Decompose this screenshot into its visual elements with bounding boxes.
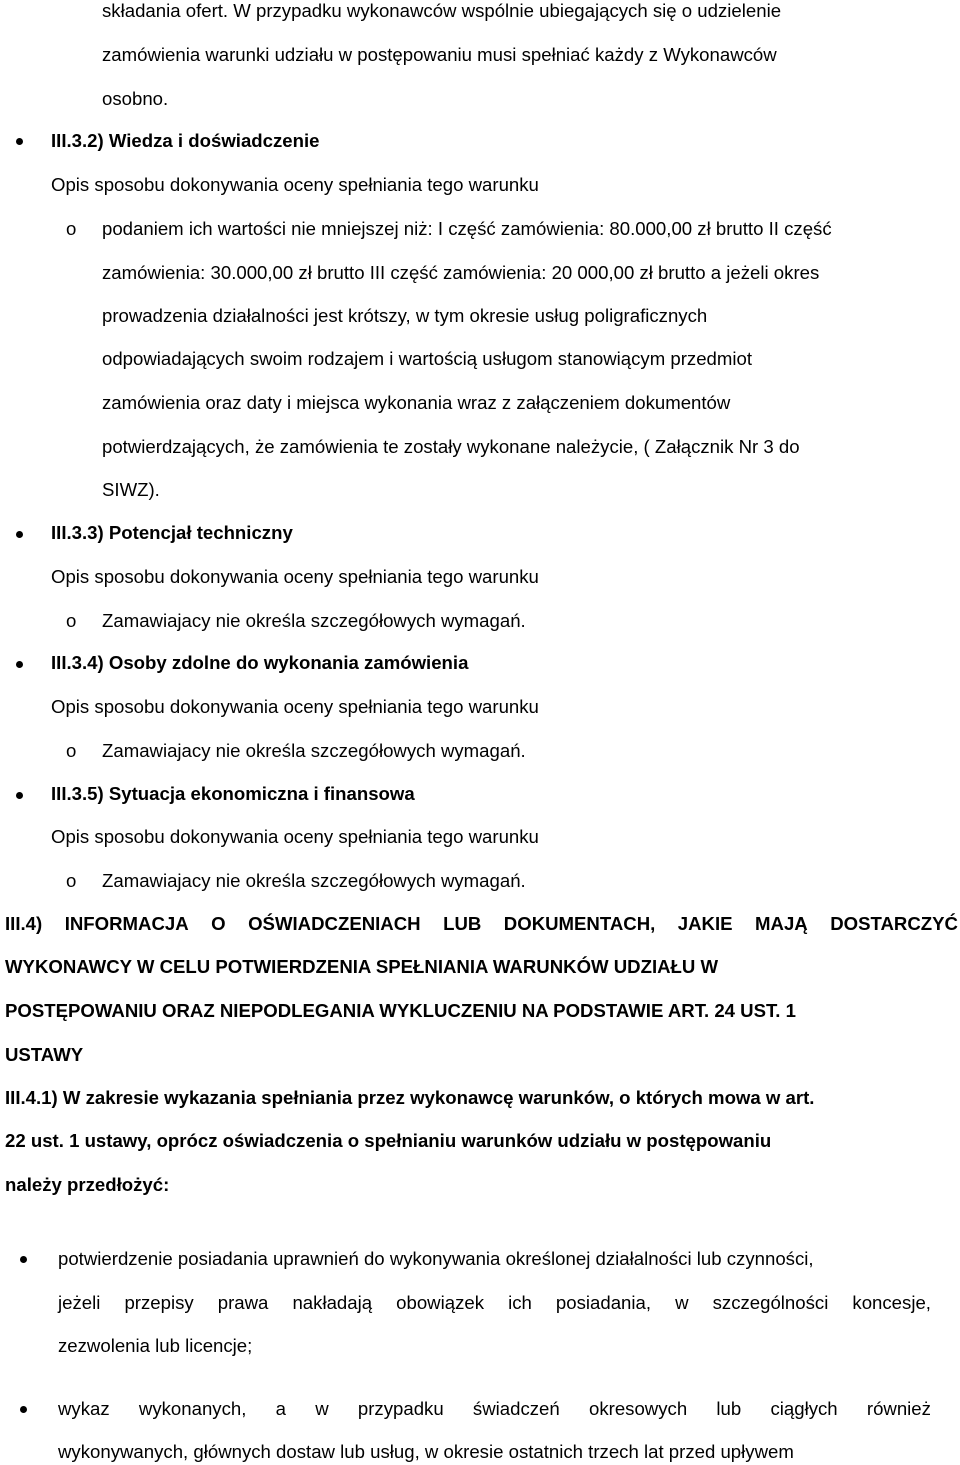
word: OŚWIADCZENIACH [248, 913, 421, 934]
item-line: zamówienia: 30.000,00 zł brutto III część zamówienia: 20 000,00 zł brutto a jeżeli okres [102, 262, 820, 283]
section-subheading: Opis sposobu dokonywania oceny spełniania tego warunku [51, 826, 539, 847]
item-line: Zamawiajacy nie określa szczegółowych wymagań. [102, 870, 526, 891]
word: INFORMACJA [64, 913, 189, 934]
requirement-line: zezwolenia lub licencje; [58, 1335, 253, 1356]
word: O [211, 913, 226, 934]
word: nakładają [292, 1292, 373, 1313]
section-heading: III.3.4) Osoby zdolne do wykonania zamówienia [51, 652, 469, 673]
word: wykonanych, [138, 1398, 247, 1419]
requirement-line: wykonywanych, głównych dostaw lub usług, w okresie ostatnich trzech lat przed upływem [58, 1441, 794, 1462]
section-heading: III.3.3) Potencjał techniczny [51, 522, 293, 543]
heading-341-line: 22 ust. 1 ustawy, oprócz oświadczenia o spełnianiu warunków udziału w postępowaniu [5, 1130, 772, 1151]
word: przypadku [357, 1398, 444, 1419]
heading-34-line [5, 913, 958, 935]
heading-341-line: III.4.1) W zakresie wykazania spełniania przez wykonawcę warunków, o których mowa w art. [5, 1087, 815, 1108]
word: w [315, 1398, 329, 1419]
heading-341-line: należy przedłożyć: [5, 1174, 170, 1195]
requirement-line [58, 1292, 931, 1314]
word: świadczeń [472, 1398, 560, 1419]
word: wykaz [58, 1398, 110, 1419]
word: DOKUMENTACH, [503, 913, 656, 934]
word: w [675, 1292, 689, 1313]
word: prawa [217, 1292, 269, 1313]
word: przepisy [124, 1292, 194, 1313]
section-heading: III.3.5) Sytuacja ekonomiczna i finansowa [51, 783, 415, 804]
intro-line: składania ofert. W przypadku wykonawców wspólnie ubiegających się o udzielenie [102, 0, 782, 21]
word: DOSTARCZYĆ [830, 913, 958, 934]
heading-34-line: USTAWY [5, 1044, 84, 1065]
item-line: zamówienia oraz daty i miejsca wykonania wraz z załączeniem dokumentów [102, 392, 731, 413]
circle-bullet-icon: o [66, 610, 77, 631]
word: ich [508, 1292, 532, 1313]
word: jeżeli [58, 1292, 101, 1313]
word: okresowych [588, 1398, 688, 1419]
heading-34-line: POSTĘPOWANIU ORAZ NIEPODLEGANIA WYKLUCZENIU NA PODSTAWIE ART. 24 UST. 1 [5, 1000, 796, 1021]
bullet-icon [16, 661, 23, 668]
intro-line: osobno. [102, 88, 169, 109]
bullet-icon [20, 1256, 27, 1263]
bullet-icon [16, 792, 23, 799]
item-line: potwierdzających, że zamówienia te zostały wykonane należycie, ( Załącznik Nr 3 do [102, 436, 800, 457]
item-line: SIWZ). [102, 479, 160, 500]
section-subheading: Opis sposobu dokonywania oceny spełniania tego warunku [51, 696, 539, 717]
word: JAKIE [677, 913, 733, 934]
circle-bullet-icon: o [66, 740, 77, 761]
word: lub [716, 1398, 742, 1419]
word: obowiązek [396, 1292, 484, 1313]
circle-bullet-icon: o [66, 870, 77, 891]
word: posiadania, [555, 1292, 652, 1313]
word: również [866, 1398, 931, 1419]
item-line: Zamawiajacy nie określa szczegółowych wymagań. [102, 740, 526, 761]
word: szczególności [712, 1292, 829, 1313]
word: koncesje, [852, 1292, 931, 1313]
word: LUB [443, 913, 482, 934]
item-line: odpowiadających swoim rodzajem i wartością usługom stanowiącym przedmiot [102, 348, 753, 369]
item-line: Zamawiajacy nie określa szczegółowych wymagań. [102, 610, 526, 631]
circle-bullet-icon: o [66, 218, 77, 239]
word: III.4) [5, 913, 43, 934]
word: a [275, 1398, 286, 1419]
bullet-icon [16, 531, 23, 538]
section-subheading: Opis sposobu dokonywania oceny spełniania tego warunku [51, 174, 539, 195]
item-line: podaniem ich wartości nie mniejszej niż: I część zamówienia: 80.000,00 zł brutto II część [102, 218, 832, 239]
heading-34-line: WYKONAWCY W CELU POTWIERDZENIA SPEŁNIANIA WARUNKÓW UDZIAŁU W [5, 956, 719, 977]
bullet-icon [16, 138, 23, 145]
word: MAJĄ [755, 913, 808, 934]
requirement-line: potwierdzenie posiadania uprawnień do wykonywania określonej działalności lub czynności, [58, 1248, 814, 1269]
requirement-line [58, 1398, 931, 1420]
bullet-icon [20, 1406, 27, 1413]
word: ciągłych [770, 1398, 838, 1419]
section-heading: III.3.2) Wiedza i doświadczenie [51, 130, 320, 151]
intro-line: zamówienia warunki udziału w postępowaniu musi spełniać każdy z Wykonawców [102, 44, 777, 65]
item-line: prowadzenia działalności jest krótszy, w tym okresie usług poligraficznych [102, 305, 708, 326]
section-subheading: Opis sposobu dokonywania oceny spełniania tego warunku [51, 566, 539, 587]
